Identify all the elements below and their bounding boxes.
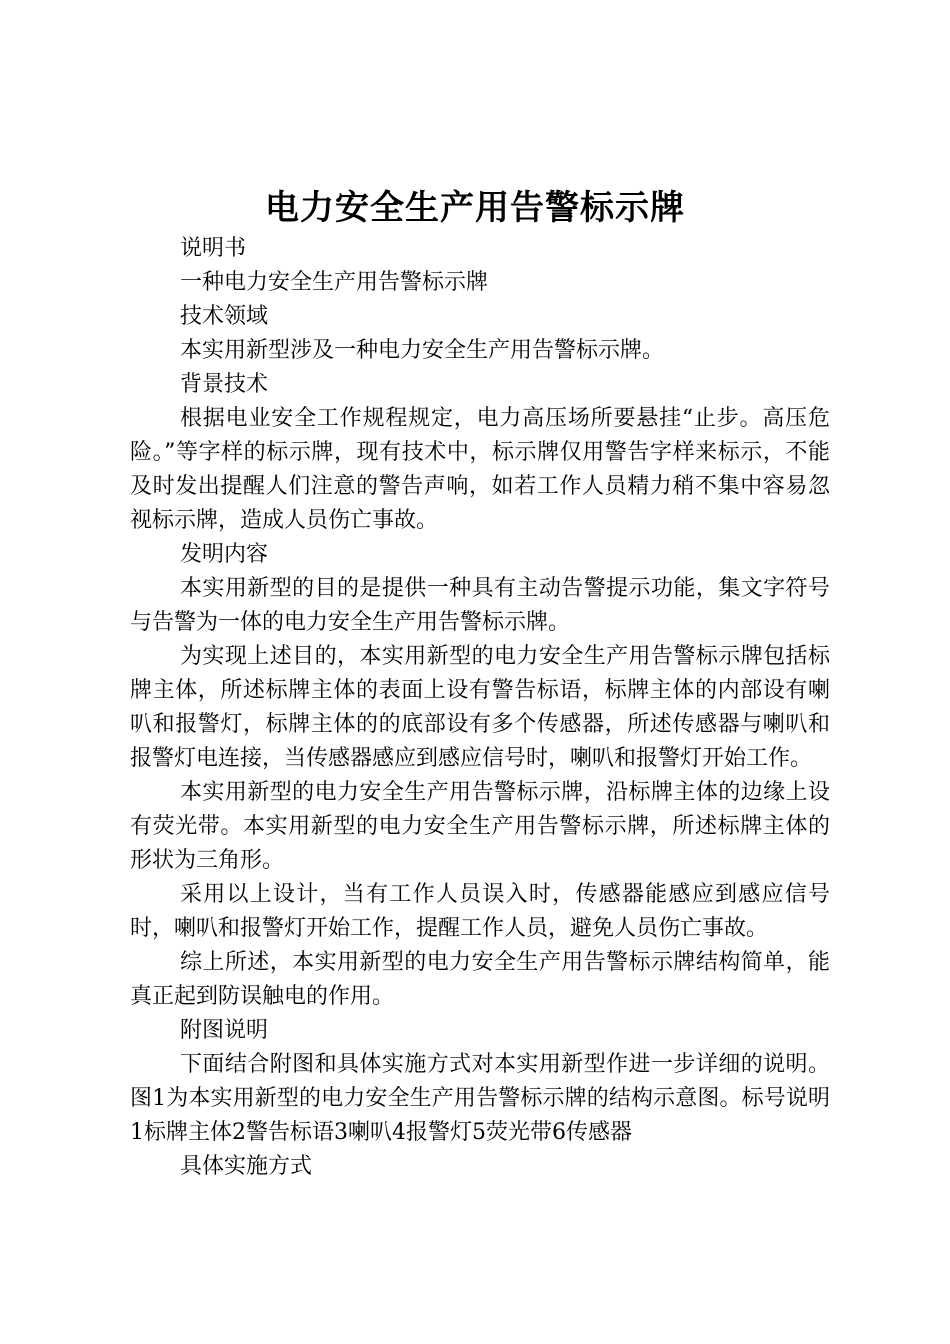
paragraph-drawings: 下面结合附图和具体实施方式对本实用新型作进一步详细的说明。图1为本实用新型的电力安全生产用告警标示牌的结构示意图。标号说明1标牌主体2警告标语3喇叭4报警灯5荧光带6传感器 [130,1052,830,1145]
paragraph-drawings-heading: 附图说明 [180,1018,269,1043]
paragraph-manual-heading: 说明书 [180,236,247,261]
paragraph-invention-heading: 发明内容 [180,542,269,567]
paragraph-fluorescent-band: 本实用新型的电力安全生产用告警标示牌，沿标牌主体的边缘上设有荧光带。本实用新型的电力安全生产用告警标示牌，所述标牌主体的形状为三角形。 [130,780,830,873]
paragraph-effect: 采用以上设计，当有工作人员误入时，传感器能感应到感应信号时，喇叭和报警灯开始工作，提醒工作人员，避免人员伤亡事故。 [130,882,830,941]
paragraph-technical-field: 本实用新型涉及一种电力安全生产用告警标示牌。 [180,338,665,363]
document-title: 电力安全生产用告警标示牌 [265,188,685,228]
paragraph-structure: 为实现上述目的，本实用新型的电力安全生产用告警标示牌包括标牌主体，所述标牌主体的表面上设有警告标语，标牌主体的内部设有喇叭和报警灯，标牌主体的的底部设有多个传感器，所述传感器与喇叭和报警灯电连接，当传感器感应到感应信号时，喇叭和报警灯开始工作。 [130,644,830,771]
paragraph-embodiment-heading: 具体实施方式 [180,1154,313,1179]
document-body [130,232,830,1184]
paragraph-technical-field-heading: 技术领域 [180,304,269,329]
paragraph-summary: 综上所述，本实用新型的电力安全生产用告警标示牌结构简单，能真正起到防误触电的作用。 [130,950,830,1009]
paragraph-background-heading: 背景技术 [180,372,269,397]
paragraph-purpose: 本实用新型的目的是提供一种具有主动告警提示功能，集文字符号与告警为一体的电力安全生产用告警标示牌。 [130,576,830,635]
paragraph-background: 根据电业安全工作规程规定，电力高压场所要悬挂“止步。高压危险。”等字样的标示牌，现有技术中，标示牌仅用警告字样来标示，不能及时发出提醒人们注意的警告声响，如若工作人员精力稍不集中容易忽视标示牌，造成人员伤亡事故。 [130,406,830,533]
paragraph-subtitle: 一种电力安全生产用告警标示牌 [180,270,489,295]
